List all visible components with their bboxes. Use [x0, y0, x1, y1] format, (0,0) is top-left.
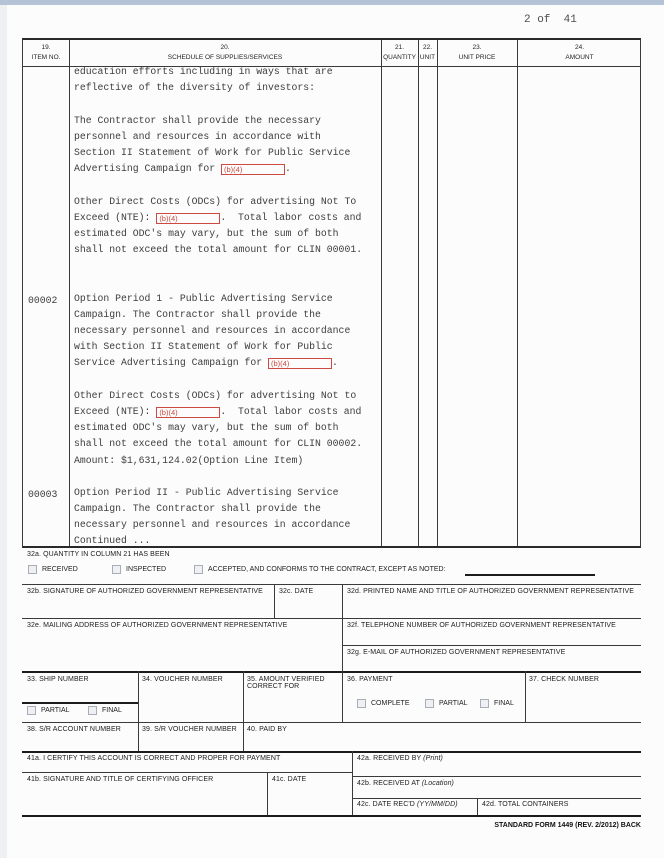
header-label: ITEM NO. [31, 54, 61, 61]
redaction-box: (b)(4) [221, 164, 285, 175]
grid-line [352, 776, 641, 777]
cell-42a-note: (Print) [423, 755, 443, 762]
item-number [23, 66, 69, 293]
cell-42d-label: 42d. TOTAL CONTAINERS [482, 801, 569, 808]
section-32a-label: 32a. QUANTITY IN COLUMN 21 HAS BEEN [27, 551, 170, 558]
grid-line [22, 722, 641, 723]
received-checkbox-group [28, 565, 78, 574]
cell-42c-note: (YY/MM/DD) [417, 801, 458, 808]
inspected-checkbox [112, 565, 121, 574]
item-description: education efforts including in ways that are reflective of the diversity of investors: The Contractor shall provide the necessary personnel and resources in accordance with Section II Statement of Work for Public Service Advertising Campaign for (b)(4) . Other Direct Costs (ODCs) for advertising Not To Exceed (NTE): (b)(4) . Total labor costs and estimated ODC's may vary, but the sum of both shall not exceed the total amount for CLIN 00001. [74, 66, 363, 256]
header-label: QUANTITY [383, 54, 416, 61]
cell-41a-label: 41a. I CERTIFY THIS ACCOUNT IS CORRECT AND PROPER FOR PAYMENT [27, 755, 281, 762]
inspected-checkbox-group [112, 565, 166, 574]
item-number: 00002 [28, 294, 58, 306]
grid-line [243, 671, 244, 751]
grid-line [22, 772, 352, 773]
cell-32e-label: 32e. MAILING ADDRESS OF AUTHORIZED GOVERNMENT REPRESENTATIVE [27, 622, 288, 629]
redaction-box: (b)(4) [156, 407, 220, 418]
grid-line [274, 584, 275, 618]
payment-partial-label: PARTIAL [439, 700, 468, 707]
cell-32f-label: 32f. TELEPHONE NUMBER OF AUTHORIZED GOVERNMENT REPRESENTATIVE [347, 622, 616, 629]
cell-42b-note: (Location) [421, 780, 454, 787]
ship-final-checkbox [88, 706, 97, 715]
grid-line [22, 702, 138, 704]
ship-final-checkbox-group [88, 706, 122, 715]
grid-line [352, 751, 353, 815]
cell-34-label: 34. VOUCHER NUMBER [142, 676, 223, 683]
payment-complete-checkbox [357, 699, 366, 708]
inspected-label: INSPECTED [126, 566, 167, 573]
table-header-row [23, 40, 640, 67]
cell-32d-label: 32d. PRINTED NAME AND TITLE OF AUTHORIZED GOVERNMENT REPRESENTATIVE [347, 588, 635, 595]
payment-complete-checkbox-group [357, 699, 410, 708]
received-label: RECEIVED [42, 566, 78, 573]
header-num: 22. [422, 43, 433, 51]
grid-line [22, 671, 641, 673]
header-num: 24. [574, 43, 585, 51]
payment-complete-label: COMPLETE [371, 700, 410, 707]
cell-32g-label: 32g. E-MAIL OF AUTHORIZED GOVERNMENT REPRESENTATIVE [347, 649, 566, 656]
grid-line [138, 671, 139, 751]
header-num: 19. [41, 43, 51, 51]
grid-line [22, 751, 641, 753]
table-row [23, 293, 640, 487]
cell-41c-label: 41c. DATE [272, 776, 307, 783]
payment-partial-checkbox [425, 699, 434, 708]
header-item-no [23, 40, 69, 66]
header-label: UNIT [419, 54, 436, 61]
cell-42c-text: 42c. DATE REC'D [357, 801, 415, 808]
cell-33-label: 33. SHIP NUMBER [27, 676, 89, 683]
item-description: Option Period II - Public Advertising Service Campaign. The Contractor shall provide the necessary personnel and resources in accordance Continued ... [74, 486, 351, 547]
header-unit [418, 40, 437, 66]
grid-line [22, 618, 641, 619]
grid-line [22, 584, 641, 585]
header-amount [517, 40, 642, 66]
cell-42a-label [357, 755, 443, 762]
table-row [23, 487, 640, 552]
accepted-checkbox [194, 565, 203, 574]
grid-line [352, 798, 641, 799]
cell-37-label: 37. CHECK NUMBER [529, 676, 600, 683]
cell-42c-label [357, 801, 458, 808]
scan-edge-top [0, 0, 664, 5]
item-number: 00003 [28, 488, 58, 500]
payment-final-checkbox-group [480, 699, 514, 708]
grid-line [22, 815, 641, 817]
header-num: 21. [394, 43, 405, 51]
cell-38-label: 38. S/R ACCOUNT NUMBER [27, 726, 121, 733]
received-checkbox [28, 565, 37, 574]
ship-partial-checkbox [27, 706, 36, 715]
payment-final-checkbox [480, 699, 489, 708]
accepted-checkbox-group [194, 565, 446, 574]
payment-final-label: FINAL [494, 700, 514, 707]
header-quantity [381, 40, 418, 66]
except-as-noted-line [465, 574, 595, 576]
grid-line [342, 584, 343, 672]
cell-35-label: 35. AMOUNT VERIFIED CORRECT FOR [247, 676, 325, 690]
payment-partial-checkbox-group [425, 699, 468, 708]
header-schedule [69, 40, 381, 66]
grid-line [267, 772, 268, 815]
cell-42b-label [357, 780, 454, 787]
accepted-label: ACCEPTED, AND CONFORMS TO THE CONTRACT, EXCEPT AS NOTED: [208, 566, 446, 573]
grid-line [477, 798, 478, 815]
page-number: 2 of 41 [524, 14, 577, 26]
header-num: 20. [220, 43, 230, 51]
grid-line [525, 671, 526, 722]
cell-42b-text: 42b. RECEIVED AT [357, 780, 420, 787]
form-footer: STANDARD FORM 1449 (REV. 2/2012) BACK [494, 822, 641, 829]
grid-line [342, 671, 343, 722]
cell-41b-label: 41b. SIGNATURE AND TITLE OF CERTIFYING OFFICER [27, 776, 214, 783]
cell-36-label: 36. PAYMENT [347, 676, 393, 683]
header-label: AMOUNT [565, 54, 594, 61]
scan-edge-left [0, 5, 7, 858]
cell-32c-label: 32c. DATE [279, 588, 314, 595]
header-label: UNIT PRICE [458, 54, 496, 61]
ship-partial-checkbox-group [27, 706, 70, 715]
redaction-box: (b)(4) [156, 213, 220, 224]
cell-40-label: 40. PAID BY [247, 726, 287, 733]
header-num: 23. [472, 43, 482, 51]
cell-39-label: 39. S/R VOUCHER NUMBER [142, 726, 237, 733]
supplies-services-table [22, 38, 641, 548]
ship-final-label: FINAL [102, 707, 122, 714]
header-unit-price [437, 40, 517, 66]
ship-partial-label: PARTIAL [41, 707, 70, 714]
table-row [23, 66, 640, 293]
cell-32b-label: 32b. SIGNATURE OF AUTHORIZED GOVERNMENT REPRESENTATIVE [27, 588, 263, 595]
redaction-box: (b)(4) [268, 358, 332, 369]
item-description: Option Period 1 - Public Advertising Service Campaign. The Contractor shall provide the necessary personnel and resources in accordance with Section II Statement of Work for Public Service Advertising Campaign for (b)(4) . Other Direct Costs (ODCs) for advertising Not to Exceed (NTE): (b)(4) . Total labor costs and estimated ODC's may vary, but the sum of both shall not exceed the total amount for CLIN 00002. Amount: $1,631,124.02(Option Line Item) [74, 292, 363, 466]
grid-line [342, 645, 641, 646]
cell-42a-text: 42a. RECEIVED BY [357, 755, 422, 762]
table-body [23, 66, 640, 552]
header-label: SCHEDULE OF SUPPLIES/SERVICES [167, 54, 283, 61]
